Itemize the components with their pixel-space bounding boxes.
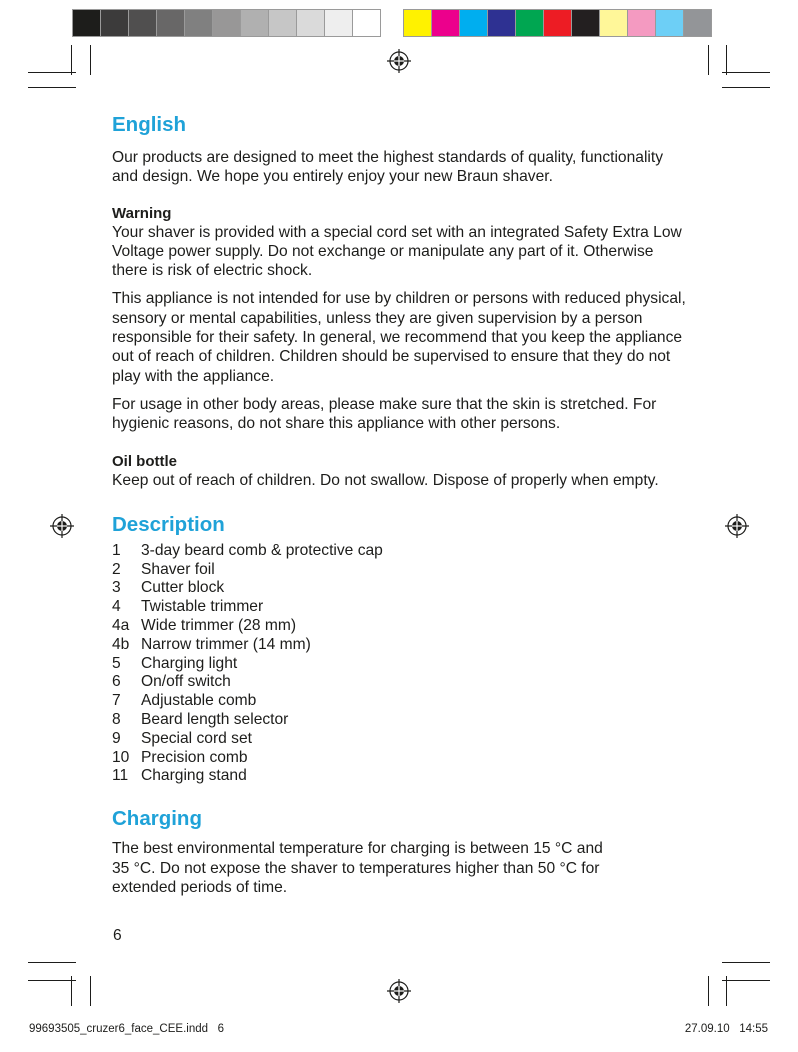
warning-paragraph: Your shaver is provided with a special cord set with an integrated Safety Extra Low Voltage power supply. Do not exchange or manipulate any part of it. Otherwise there is risk of electric shock. bbox=[112, 223, 682, 280]
list-item bbox=[112, 730, 712, 749]
list-item bbox=[112, 767, 712, 786]
crop-mark bbox=[722, 87, 770, 88]
children-paragraph: This appliance is not intended for use by children or persons with reduced physical, sensory or mental capabilities, unless they are given supervision by a person responsible for their safety. In general, we recommend that you keep the appliance out of reach of children. Children should be supervised to ensure that they do not play with the appliance. bbox=[112, 290, 686, 385]
part-number: 8 bbox=[112, 711, 121, 729]
list-item bbox=[112, 617, 712, 636]
part-label: Charging stand bbox=[141, 767, 247, 785]
section-title-description: Description bbox=[112, 512, 225, 536]
part-label: Wide trimmer (28 mm) bbox=[141, 617, 297, 635]
crop-mark bbox=[726, 976, 727, 1006]
registration-mark-icon bbox=[50, 514, 74, 538]
list-item bbox=[112, 655, 712, 674]
crop-mark bbox=[90, 45, 91, 75]
part-number: 1 bbox=[112, 541, 121, 559]
crop-mark bbox=[722, 980, 770, 981]
usage-paragraph: For usage in other body areas, please make sure that the skin is stretched. For hygienic reasons, do not share this appliance with other persons. bbox=[112, 395, 657, 433]
part-label: Adjustable comb bbox=[141, 692, 257, 710]
list-item bbox=[112, 673, 712, 692]
color-swatch bbox=[599, 9, 628, 37]
charging-line-1: The best environmental temperature for charging is between 15 °C and bbox=[112, 840, 603, 858]
crop-mark bbox=[28, 72, 76, 73]
list-item bbox=[112, 636, 712, 655]
part-number: 6 bbox=[112, 673, 121, 691]
registration-mark-icon bbox=[387, 979, 411, 1003]
color-swatch bbox=[487, 9, 516, 37]
part-label: 3-day beard comb & protective cap bbox=[141, 541, 383, 559]
list-item bbox=[112, 561, 712, 580]
file-slug: 99693505_cruzer6_face_CEE.indd 6 bbox=[29, 1023, 225, 1035]
crop-mark bbox=[722, 72, 770, 73]
part-label: Shaver foil bbox=[141, 560, 215, 578]
color-swatch bbox=[543, 9, 572, 37]
list-item bbox=[112, 711, 712, 730]
part-number: 4 bbox=[112, 598, 121, 616]
part-label: Special cord set bbox=[141, 729, 252, 747]
crop-mark bbox=[726, 45, 727, 75]
crop-mark bbox=[28, 87, 76, 88]
part-number: 9 bbox=[112, 729, 121, 747]
crop-mark bbox=[90, 976, 91, 1006]
crop-mark bbox=[708, 45, 709, 75]
color-swatch bbox=[268, 9, 297, 37]
crop-mark bbox=[722, 962, 770, 963]
grayscale-color-bar bbox=[72, 9, 380, 39]
part-number: 2 bbox=[112, 560, 121, 578]
color-swatch bbox=[431, 9, 460, 37]
part-number: 4b bbox=[112, 635, 130, 653]
color-swatch bbox=[156, 9, 185, 37]
color-swatch bbox=[240, 9, 269, 37]
page-number: 6 bbox=[113, 927, 122, 944]
list-item bbox=[112, 749, 712, 768]
part-label: Precision comb bbox=[141, 748, 248, 766]
color-swatch bbox=[324, 9, 353, 37]
list-item bbox=[112, 579, 712, 598]
color-swatch bbox=[515, 9, 544, 37]
registration-mark-icon bbox=[725, 514, 749, 538]
manual-page-content bbox=[112, 112, 712, 897]
part-number: 7 bbox=[112, 692, 121, 710]
part-label: Beard length selector bbox=[141, 711, 289, 729]
part-label: Twistable trimmer bbox=[141, 598, 264, 616]
part-number: 4a bbox=[112, 617, 130, 635]
part-label: Charging light bbox=[141, 654, 238, 672]
color-swatch bbox=[296, 9, 325, 37]
charging-line-3: extended periods of time. bbox=[112, 878, 288, 896]
color-swatch bbox=[212, 9, 241, 37]
part-number: 10 bbox=[112, 748, 130, 766]
charging-line-2: 35 °C. Do not expose the shaver to temperatures higher than 50 °C for bbox=[112, 859, 600, 877]
crop-mark bbox=[28, 980, 76, 981]
parts-list bbox=[112, 542, 712, 786]
color-swatch bbox=[655, 9, 684, 37]
color-swatch bbox=[571, 9, 600, 37]
color-swatch bbox=[683, 9, 712, 37]
color-swatch bbox=[128, 9, 157, 37]
color-swatch bbox=[627, 9, 656, 37]
color-swatch bbox=[459, 9, 488, 37]
part-number: 5 bbox=[112, 654, 121, 672]
warning-heading: Warning bbox=[112, 204, 172, 222]
crop-mark bbox=[71, 976, 72, 1006]
color-swatch bbox=[100, 9, 129, 37]
color-swatch bbox=[184, 9, 213, 37]
color-swatch bbox=[403, 9, 432, 37]
color-swatch bbox=[352, 9, 381, 37]
part-label: Cutter block bbox=[141, 579, 225, 597]
part-number: 3 bbox=[112, 579, 121, 597]
oil-bottle-heading: Oil bottle bbox=[112, 452, 177, 470]
section-title-english: English bbox=[112, 113, 187, 136]
list-item bbox=[112, 692, 712, 711]
process-color-bar bbox=[403, 9, 711, 39]
list-item bbox=[112, 542, 712, 561]
part-label: On/off switch bbox=[141, 673, 231, 691]
registration-mark-icon bbox=[387, 49, 411, 73]
crop-mark bbox=[28, 962, 76, 963]
part-number: 11 bbox=[112, 767, 129, 785]
part-label: Narrow trimmer (14 mm) bbox=[141, 635, 311, 653]
date-slug: 27.09.10 14:55 bbox=[684, 1023, 768, 1035]
intro-paragraph: Our products are designed to meet the highest standards of quality, functionality and design. We hope you entirely enjoy your new Braun shaver. bbox=[112, 149, 664, 186]
color-swatch bbox=[72, 9, 101, 37]
crop-mark bbox=[708, 976, 709, 1006]
list-item bbox=[112, 598, 712, 617]
oil-bottle-paragraph: Keep out of reach of children. Do not swallow. Dispose of properly when empty. bbox=[112, 471, 659, 489]
crop-mark bbox=[71, 45, 72, 75]
section-title-charging: Charging bbox=[112, 807, 202, 831]
